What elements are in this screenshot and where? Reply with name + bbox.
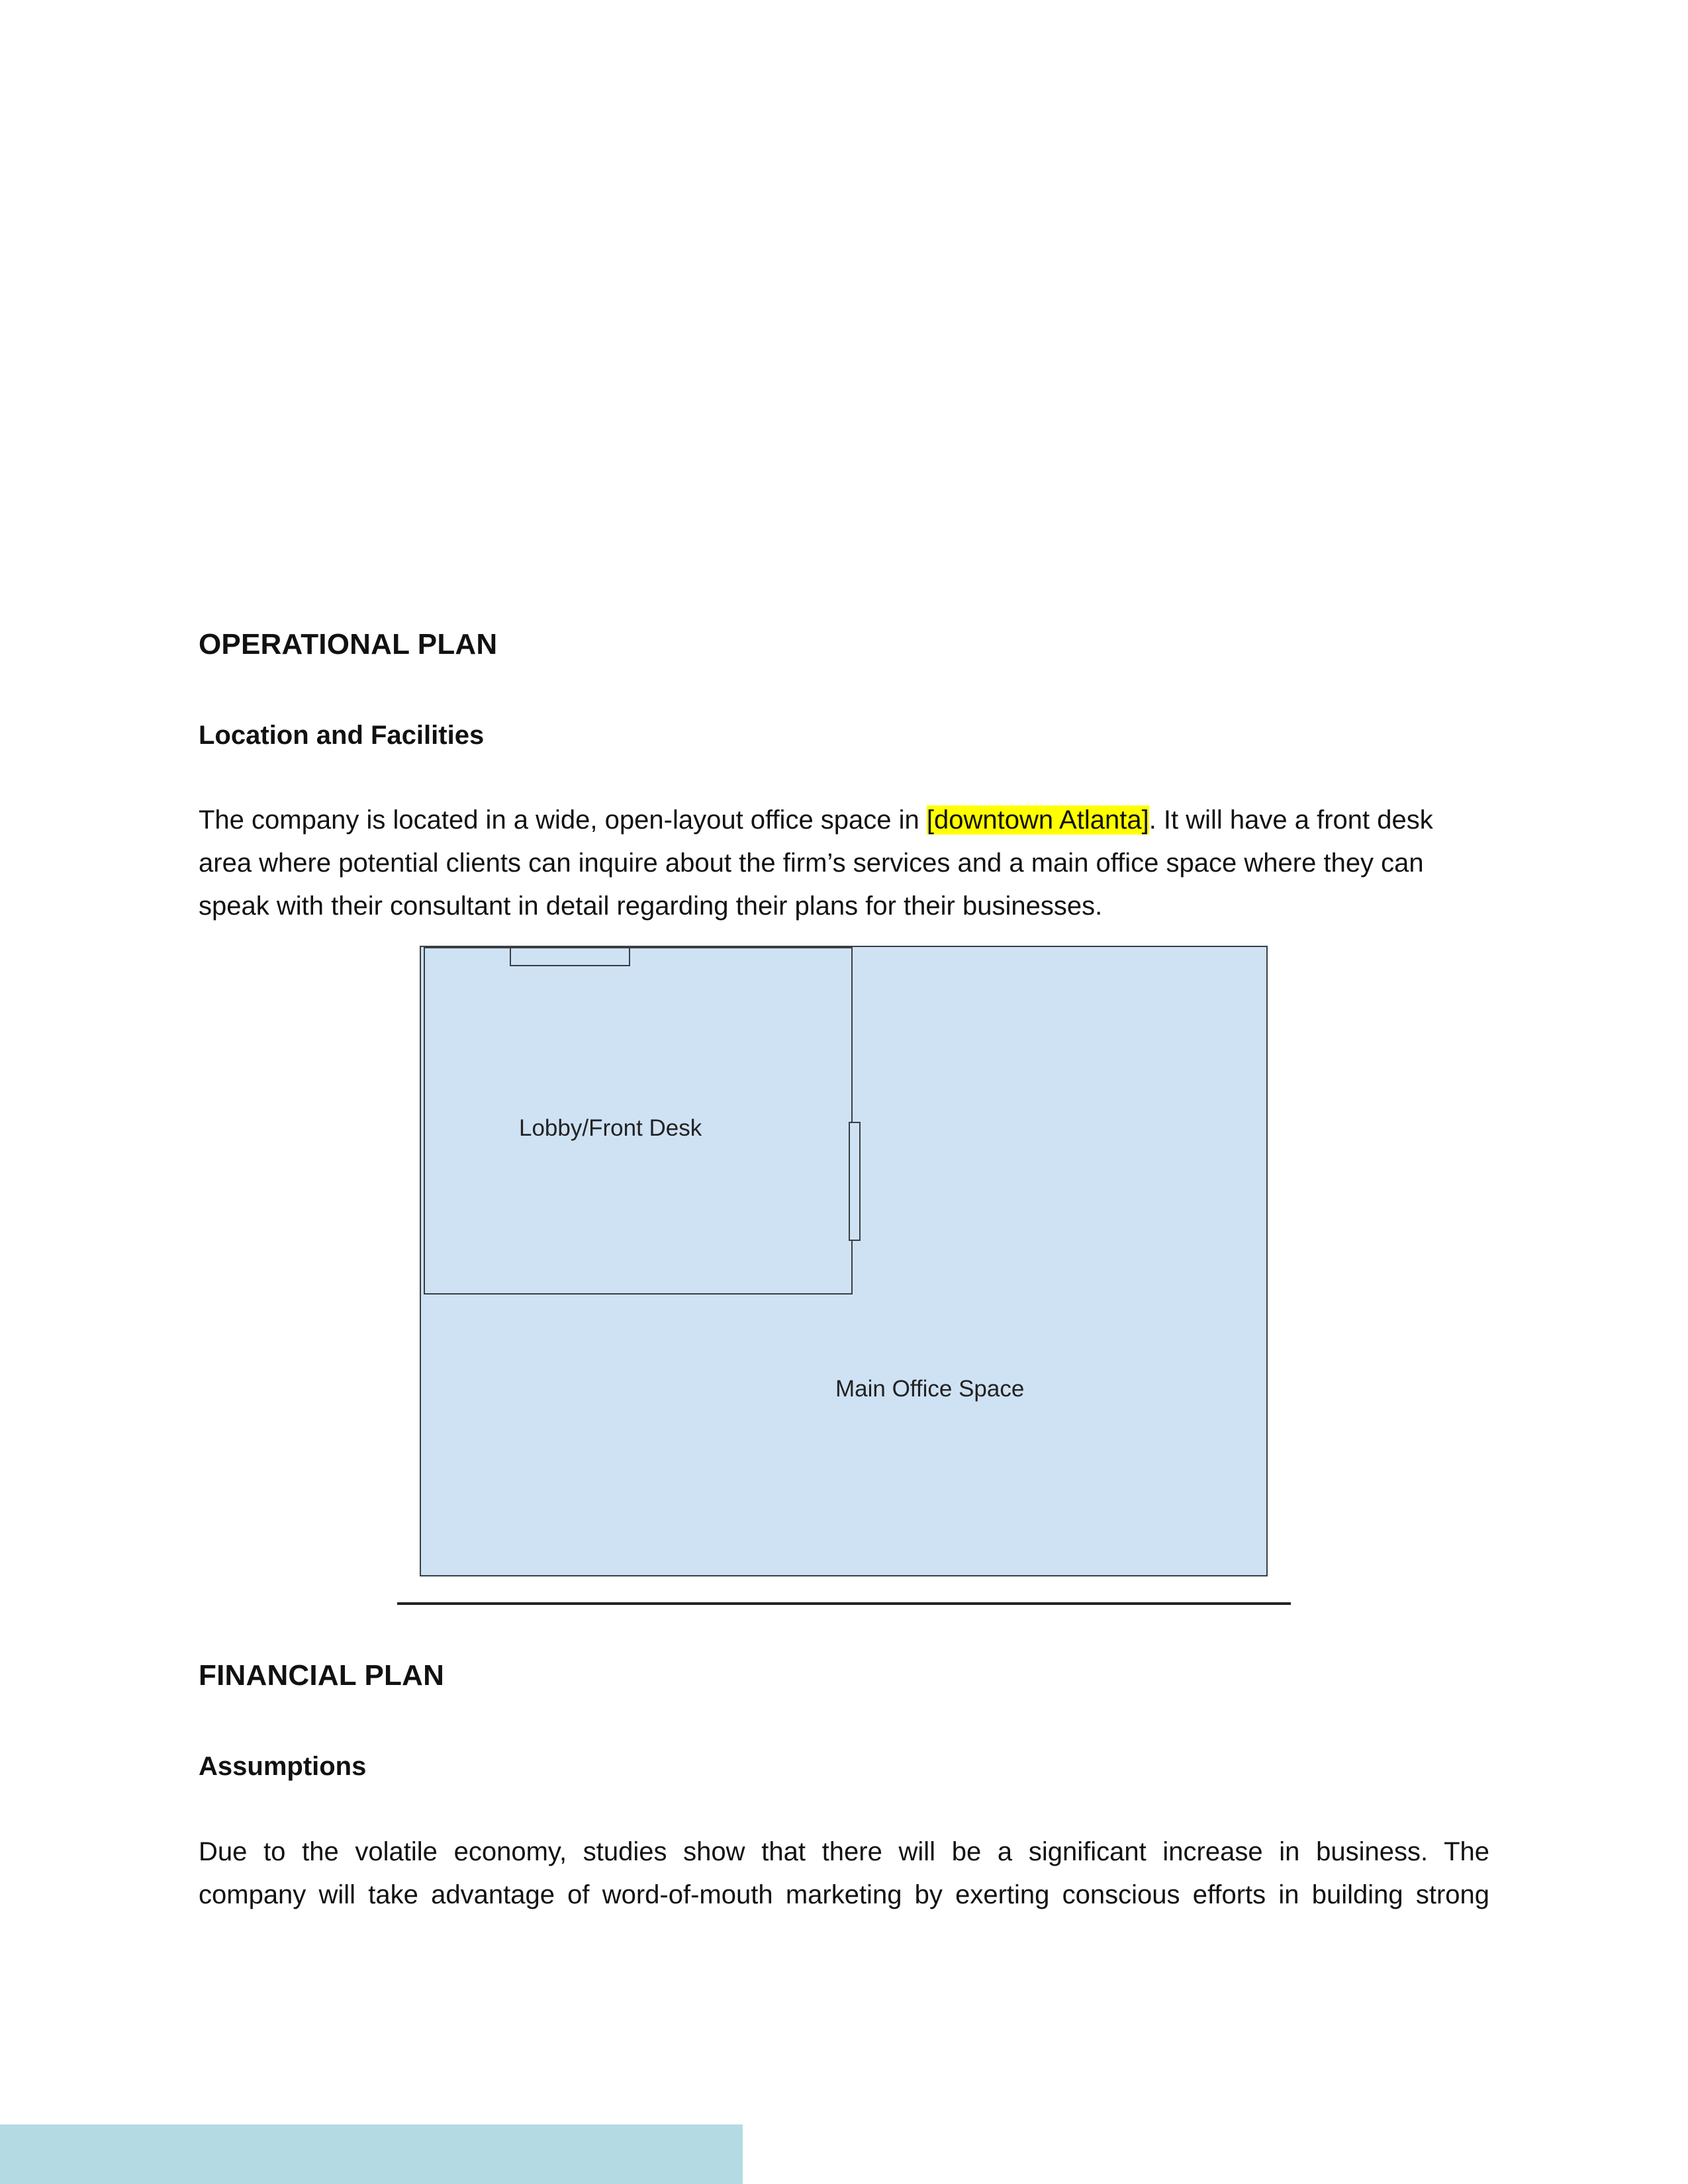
highlighted-location: [downtown Atlanta] (926, 805, 1149, 835)
section-divider (397, 1602, 1291, 1605)
lobby-room (424, 947, 853, 1295)
operational-plan-heading: OPERATIONAL PLAN (199, 628, 498, 660)
location-paragraph-line-3: speak with their consultant in detail regarding their plans for their businesses. (199, 891, 1103, 921)
financial-plan-heading: FINANCIAL PLAN (199, 1659, 445, 1692)
footer-color-band (0, 2124, 743, 2184)
location-text-after-highlight: . It will have a front desk (1149, 805, 1433, 835)
assumptions-subheading: Assumptions (199, 1752, 367, 1781)
location-paragraph-line-2: area where potential clients can inquire about the firm’s services and a main office space where they can (199, 848, 1424, 878)
front-desk (510, 948, 630, 966)
floor-plan-diagram (420, 946, 1268, 1576)
location-paragraph-line-1 (199, 799, 1489, 842)
location-paragraph (199, 799, 1489, 928)
lobby-label: Lobby/Front Desk (519, 1115, 702, 1141)
assumptions-paragraph-line-2: company will take advantage of word-of-mouth marketing by exerting conscious efforts in building strong (199, 1880, 1489, 1909)
lobby-door (849, 1122, 861, 1241)
assumptions-paragraph (199, 1831, 1489, 1917)
assumptions-paragraph-line-1: Due to the volatile economy, studies show that there will be a significant increase in business. The (199, 1837, 1489, 1866)
main-office-label: Main Office Space (835, 1376, 1025, 1402)
location-text-before-highlight: The company is located in a wide, open-layout office space in (199, 805, 927, 835)
location-facilities-subheading: Location and Facilities (199, 721, 485, 750)
